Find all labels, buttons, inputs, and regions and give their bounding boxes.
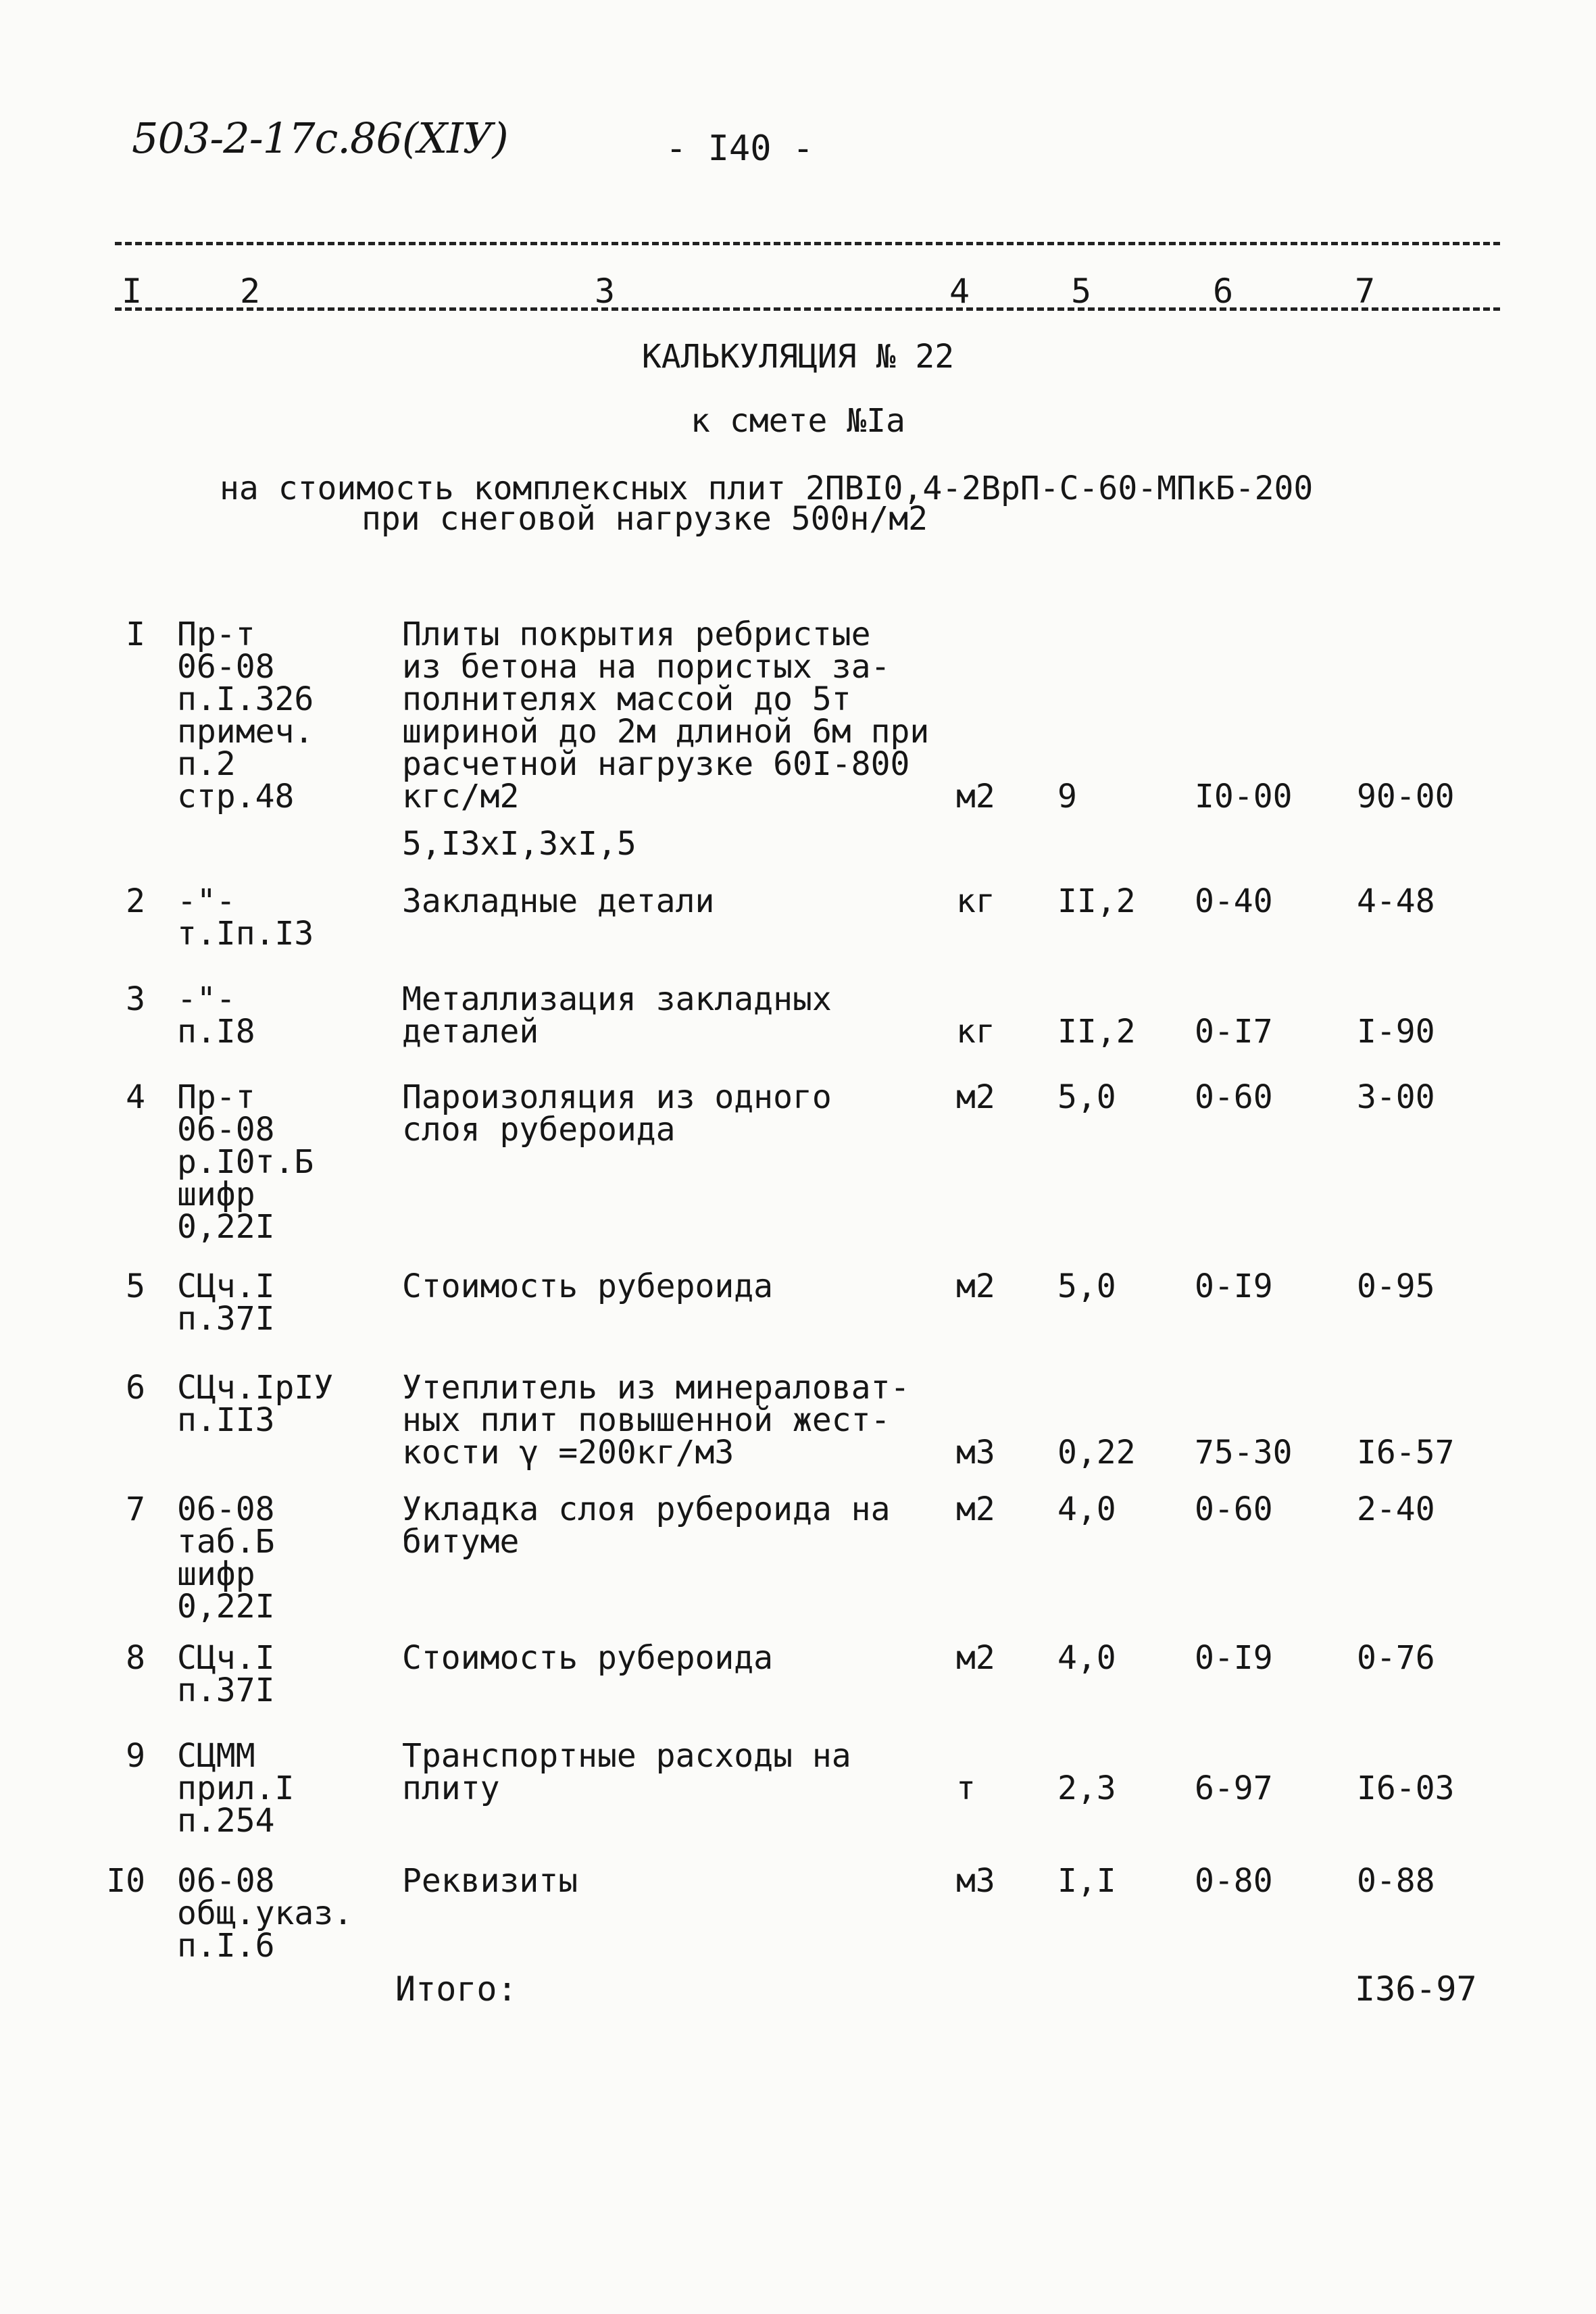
row-quantity: 4,0 (1057, 1639, 1116, 1677)
row-description-line: шириной до 2м длиной 6м при (402, 713, 930, 751)
row-unit: м3 (956, 1434, 995, 1472)
row-description-line: Реквизиты (402, 1862, 578, 1900)
row-reference-line: 06-08 (177, 1111, 275, 1149)
row-sum: 2-40 (1357, 1490, 1435, 1528)
row-unit: кг (956, 882, 995, 920)
row-description-line: деталей (402, 1013, 539, 1051)
row-reference-line: общ.указ. (177, 1894, 353, 1932)
row-reference-line: СЦч.IрIУ (177, 1369, 334, 1407)
row-sum: 3-00 (1357, 1078, 1435, 1116)
row-sum: 90-00 (1357, 778, 1455, 815)
row-number: 3 (126, 980, 145, 1018)
row-reference-line: р.I0т.Б (177, 1143, 314, 1181)
row-description-line: кгс/м2 (402, 778, 520, 815)
row-unit-price: 75-30 (1195, 1434, 1293, 1472)
row-quantity: II,2 (1057, 1013, 1136, 1051)
row-description-line: Транспортные расходы на (402, 1737, 851, 1775)
row-unit-price: 0-80 (1195, 1862, 1273, 1900)
row-reference-line: п.I.326 (177, 680, 314, 718)
row-reference-line: т.Iп.I3 (177, 915, 314, 953)
row-description-line: кости γ =200кг/м3 (402, 1434, 734, 1472)
row-number: I (126, 615, 145, 653)
row-reference-line: прил.I (177, 1769, 295, 1807)
column-number-3: 3 (595, 272, 616, 311)
estimate-reference: к смете №Iа (691, 402, 905, 440)
row-reference-line: 06-08 (177, 1862, 275, 1900)
row-sum: 4-48 (1357, 882, 1435, 920)
row-quantity: I,I (1057, 1862, 1116, 1900)
row-sum: I-90 (1357, 1013, 1435, 1051)
row-reference-line: п.I8 (177, 1013, 255, 1051)
row-number: 2 (126, 882, 145, 920)
row-sum: 0-95 (1357, 1267, 1435, 1305)
subject-line-1: на стоимость комплексных плит 2ПВI0,4-2ВрП-С-60-МПкБ-200 (220, 470, 1314, 507)
row-description-extra: 5,I3хI,3хI,5 (402, 825, 637, 863)
row-sum: I6-57 (1357, 1434, 1455, 1472)
row-reference-line: СЦч.I (177, 1639, 275, 1677)
row-reference-line: п.2 (177, 745, 236, 783)
row-unit-price: I0-00 (1195, 778, 1293, 815)
row-reference-line: п.37I (177, 1300, 275, 1338)
row-reference-line: СЦММ (177, 1737, 255, 1775)
dashed-separator-top (115, 242, 1500, 245)
row-number: 6 (126, 1369, 145, 1407)
row-reference-line: -"- (177, 882, 236, 920)
row-unit: м2 (956, 1639, 995, 1677)
column-number-2: 2 (240, 272, 261, 311)
row-unit-price: 0-I7 (1195, 1013, 1273, 1051)
column-number-1: I (122, 272, 143, 311)
column-number-4: 4 (949, 272, 970, 311)
row-description-line: слоя рубероида (402, 1111, 676, 1149)
subject-line-2: при снеговой нагрузке 500н/м2 (361, 500, 928, 538)
row-unit-price: 0-I9 (1195, 1639, 1273, 1677)
row-sum: 0-76 (1357, 1639, 1435, 1677)
row-number: 9 (126, 1737, 145, 1775)
row-unit: м2 (956, 778, 995, 815)
row-description-line: расчетной нагрузке 60I-800 (402, 745, 910, 783)
row-description-line: Закладные детали (402, 882, 715, 920)
row-reference-line: 06-08 (177, 648, 275, 686)
document-code: 503-2-17с.86(XIУ) (132, 114, 508, 163)
row-quantity: 4,0 (1057, 1490, 1116, 1528)
row-description-line: Стоимость рубероида (402, 1267, 774, 1305)
row-reference-line: шифр (177, 1555, 255, 1593)
row-reference-line: стр.48 (177, 778, 295, 815)
row-reference-line: п.I.6 (177, 1927, 275, 1965)
row-description-line: Стоимость рубероида (402, 1639, 774, 1677)
row-quantity: 2,3 (1057, 1769, 1116, 1807)
row-unit: м2 (956, 1078, 995, 1116)
row-sum: 0-88 (1357, 1862, 1435, 1900)
row-description-line: Утеплитель из минераловат- (402, 1369, 910, 1407)
row-description-line: Плиты покрытия ребристые (402, 615, 871, 653)
row-quantity: 5,0 (1057, 1078, 1116, 1116)
row-description-line: Укладка слоя рубероида на (402, 1490, 891, 1528)
row-reference-line: 0,22I (177, 1588, 275, 1626)
dashed-separator-bottom (115, 307, 1500, 311)
row-reference-line: таб.Б (177, 1523, 275, 1561)
column-number-6: 6 (1213, 272, 1234, 311)
row-reference-line: 0,22I (177, 1208, 275, 1246)
row-unit-price: 0-40 (1195, 882, 1273, 920)
column-number-7: 7 (1355, 272, 1376, 311)
row-reference-line: СЦч.I (177, 1267, 275, 1305)
row-number: 5 (126, 1267, 145, 1305)
row-quantity: 0,22 (1057, 1434, 1136, 1472)
row-quantity: 9 (1057, 778, 1077, 815)
row-unit: т (956, 1769, 976, 1807)
row-number: 7 (126, 1490, 145, 1528)
row-description-line: битуме (402, 1523, 520, 1561)
row-unit-price: 0-I9 (1195, 1267, 1273, 1305)
row-quantity: II,2 (1057, 882, 1136, 920)
calculation-heading: КАЛЬКУЛЯЦИЯ № 22 (641, 338, 955, 376)
row-reference-line: Пр-т (177, 615, 255, 653)
row-unit: м2 (956, 1267, 995, 1305)
row-unit-price: 6-97 (1195, 1769, 1273, 1807)
row-number: I0 (106, 1862, 145, 1900)
row-reference-line: примеч. (177, 713, 314, 751)
row-number: 8 (126, 1639, 145, 1677)
row-description-line: Пароизоляция из одного (402, 1078, 832, 1116)
row-description-line: Металлизация закладных (402, 980, 832, 1018)
row-description-line: ных плит повышенной жест- (402, 1401, 891, 1439)
row-unit-price: 0-60 (1195, 1490, 1273, 1528)
row-reference-line: -"- (177, 980, 236, 1018)
row-reference-line: п.II3 (177, 1401, 275, 1439)
row-reference-line: п.254 (177, 1802, 275, 1840)
row-unit-price: 0-60 (1195, 1078, 1273, 1116)
row-reference-line: шифр (177, 1176, 255, 1213)
row-reference-line: 06-08 (177, 1490, 275, 1528)
row-unit: м3 (956, 1862, 995, 1900)
total-value: I36-97 (1355, 1969, 1477, 2009)
row-sum: I6-03 (1357, 1769, 1455, 1807)
page-number: - I40 - (666, 128, 814, 169)
row-description-line: из бетона на пористых за- (402, 648, 891, 686)
row-reference-line: Пр-т (177, 1078, 255, 1116)
column-number-5: 5 (1071, 272, 1092, 311)
row-unit: м2 (956, 1490, 995, 1528)
row-number: 4 (126, 1078, 145, 1116)
row-quantity: 5,0 (1057, 1267, 1116, 1305)
total-label: Итого: (395, 1969, 518, 2009)
row-unit: кг (956, 1013, 995, 1051)
row-description-line: полнителях массой до 5т (402, 680, 851, 718)
row-reference-line: п.37I (177, 1671, 275, 1709)
row-description-line: плиту (402, 1769, 500, 1807)
